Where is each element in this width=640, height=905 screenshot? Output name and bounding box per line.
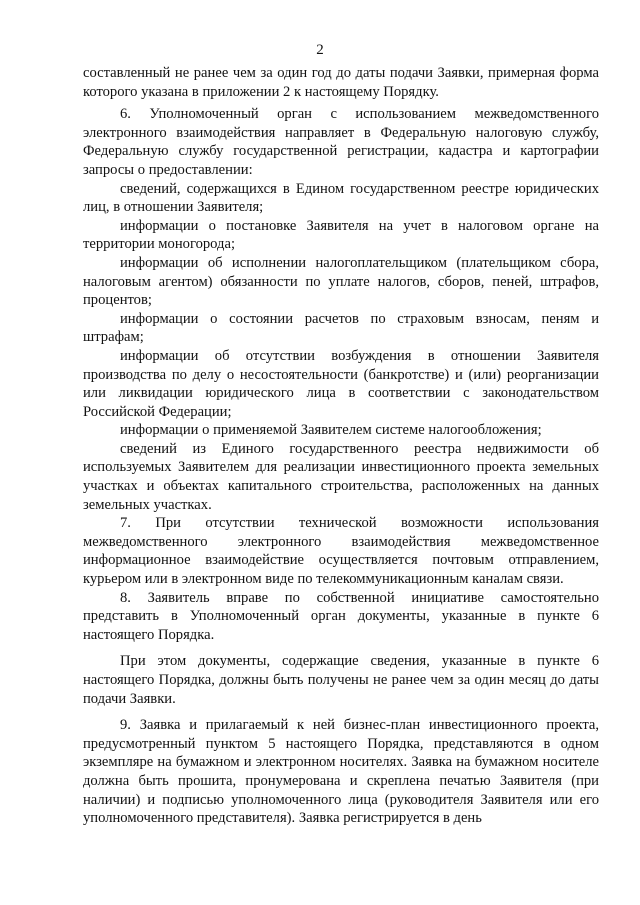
paragraph-tax-registration: информации о постановке Заявителя на учет в налоговом органе на территории моногорода; bbox=[83, 217, 599, 253]
paragraph-item-6: 6. Уполномоченный орган с использованием межведомственного электронного взаимодействия направляет в Федеральную налоговую службу, Федеральную службу государственной регистрации, кадастра и картографии запросы о предоставлении: bbox=[83, 106, 599, 178]
paragraph-tax-obligations: информации об исполнении налогоплательщиком (плательщиком сбора, налоговым агентом) обязанности по уплате налогов, сборов, пеней, штрафов, процентов; bbox=[83, 254, 599, 309]
paragraph-item-7: 7. При отсутствии технической возможности использования межведомственного электронного взаимодействия межведомственное информационное взаимодействие осуществляется почтовым отправлением, курьером или в электронном виде по телекоммуникационным каналам связи. bbox=[83, 515, 599, 588]
paragraph-documents-validity: При этом документы, содержащие сведения, указанные в пункте 6 настоящего Порядка, должны быть получены не ранее чем за один месяц до даты подачи Заявки. bbox=[83, 653, 599, 707]
paragraph-insurance-contributions: информации о состоянии расчетов по страховым взносам, пеням и штрафам; bbox=[83, 310, 599, 346]
paragraph-continuation: составленный не ранее чем за один год до даты подачи Заявки, примерная форма которого указана в приложении 2 к настоящему Порядку. bbox=[83, 65, 599, 100]
paragraph-egrn-info: сведений из Единого государственного реестра недвижимости об используемых Заявителем для реализации инвестиционного проекта земельных участках и объектах капитального строительства, расположенных на данных земельных участках. bbox=[83, 440, 599, 513]
paragraph-egrul-info: сведений, содержащихся в Едином государственном реестре юридических лиц, в отношении Заявителя; bbox=[83, 180, 599, 216]
paragraph-bankruptcy-info: информации об отсутствии возбуждения в отношении Заявителя производства по делу о несостоятельности (банкротстве) и (или) реорганизации или ликвидации юридического лица в соответствии с законодательством Российской Федерации; bbox=[83, 347, 599, 420]
document-body bbox=[83, 64, 599, 828]
page-number: 2 bbox=[316, 42, 324, 58]
paragraph-tax-system: информации о применяемой Заявителем системе налогообложения; bbox=[120, 422, 542, 439]
paragraph-item-9: 9. Заявка и прилагаемый к ней бизнес-план инвестиционного проекта, предусмотренный пунктом 5 настоящего Порядка, представляются в одном экземпляре на бумажном и электронном носителях. Заявка на бумажном носителе должна быть прошита, пронумерована и скреплена печатью Заявителя (при наличии) и подписью уполномоченного лица (руководителя Заявителя или его уполномоченного представителя). Заявка регистрируется в день bbox=[83, 717, 599, 827]
paragraph-item-8: 8. Заявитель вправе по собственной инициативе самостоятельно представить в Уполномоченный орган документы, указанные в пункте 6 настоящего Порядка. bbox=[83, 589, 599, 643]
